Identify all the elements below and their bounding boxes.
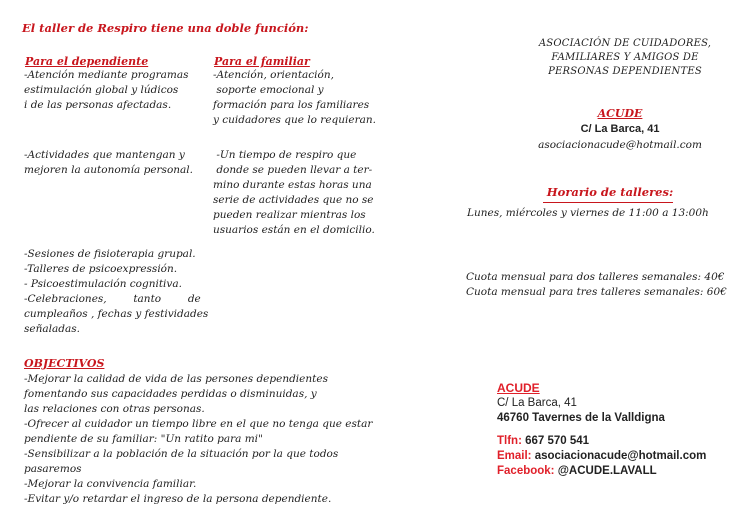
- text-line: mino durante estas horas una: [213, 179, 372, 191]
- text-line: -Mejorar la convivencia familiar.: [24, 478, 197, 490]
- text-line: usuarios están en el domicilio.: [213, 224, 375, 236]
- objetivos-list: [24, 372, 372, 507]
- association-name: [505, 37, 745, 79]
- cuota-tres: Cuota mensual para tres talleres semanales: 60€: [466, 286, 727, 298]
- horario-text: Lunes, miércoles y viernes de 11:00 a 13:00h: [467, 207, 709, 219]
- text-line: serie de actividades que no se: [213, 194, 374, 206]
- contact-phone-row: [497, 434, 706, 449]
- phone-label: Tlfn:: [497, 435, 522, 447]
- text-line: -Actividades que mantengan y: [24, 149, 185, 161]
- acude-title: ACUDE: [597, 107, 643, 120]
- text-line: -Celebraciones, tanto de: [24, 293, 201, 305]
- text-line: pendiente de su familiar: "Un ratito para mi": [24, 433, 263, 445]
- dependiente-item-2: [24, 148, 193, 178]
- contact-street: C/ La Barca, 41: [497, 397, 577, 409]
- facebook-value[interactable]: @ACUDE.LAVALL: [557, 465, 657, 477]
- dependiente-item-list: [24, 247, 208, 337]
- familiar-title: Para el familiar: [214, 55, 310, 68]
- phone-value[interactable]: 667 570 541: [525, 435, 590, 447]
- text-line: -Mejorar la calidad de vida de las persones dependientes: [24, 373, 328, 385]
- text-line: -Atención mediante programas: [24, 69, 189, 81]
- cuota-dos: Cuota mensual para dos talleres semanales: 40€: [466, 271, 725, 283]
- text-line: señaladas.: [24, 323, 80, 335]
- text-line: -Talleres de psicoexpressión.: [24, 263, 178, 275]
- contact-email-row: [497, 449, 706, 464]
- text-line: formación para los familiares: [213, 99, 370, 111]
- text-line: -Ofrecer al cuidador un tiempo libre en el que no tenga que estar: [24, 418, 373, 430]
- horario-title: Horario de talleres:: [546, 185, 674, 199]
- text-line: pasaremos: [24, 463, 82, 475]
- text-line: - Psicoestimulación cognitiva.: [24, 278, 182, 290]
- familiar-item-1: [213, 68, 376, 128]
- dependiente-title: Para el dependiente: [25, 55, 149, 68]
- text-line: fomentando sus capacidades perdidas o disminuidas, y: [24, 388, 317, 400]
- text-line: mejoren la autonomía personal.: [24, 164, 193, 176]
- text-line: donde se pueden llevar a ter-: [213, 164, 373, 176]
- dependiente-item-1: [24, 68, 189, 113]
- text-line: -Sensibilizar a la población de la situación por la que todos: [24, 448, 339, 460]
- email-value[interactable]: asociacionacude@hotmail.com: [534, 450, 707, 462]
- text-line: ASOCIACIÓN DE CUIDADORES,: [538, 38, 712, 49]
- text-line: pueden realizar mientras los: [213, 209, 366, 221]
- main-heading: El taller de Respiro tiene una doble función:: [22, 21, 309, 35]
- text-line: cumpleaños , fechas y festividades: [24, 308, 209, 320]
- text-line: i de las personas afectadas.: [24, 99, 172, 111]
- contact-city: 46760 Tavernes de la Valldigna: [497, 412, 665, 424]
- spacer: [497, 426, 706, 434]
- text-line: las relaciones con otras personas.: [24, 403, 205, 415]
- text-line: estimulación global y lúdicos: [24, 84, 179, 96]
- text-line: soporte emocional y: [213, 84, 324, 96]
- text-line: -Un tiempo de respiro que: [213, 149, 357, 161]
- contact-name: ACUDE: [497, 381, 540, 395]
- text-line: -Evitar y/o retardar el ingreso de la persona dependiente.: [24, 493, 332, 505]
- email[interactable]: asociacionacude@hotmail.com: [538, 139, 702, 151]
- text-line: -Atención, orientación,: [213, 69, 334, 81]
- contact-block: [497, 381, 706, 479]
- contact-facebook-row: [497, 464, 706, 479]
- text-line: PERSONAS DEPENDIENTES: [548, 66, 702, 77]
- facebook-label: Facebook:: [497, 465, 555, 477]
- address: C/ La Barca, 41: [580, 123, 660, 135]
- familiar-item-2: [213, 148, 375, 238]
- email-label: Email:: [497, 450, 532, 462]
- text-line: -Sesiones de fisioterapia grupal.: [24, 248, 196, 260]
- horario-underline: [543, 202, 673, 203]
- cuotas: [466, 270, 727, 300]
- text-line: y cuidadores que lo requieran.: [213, 114, 376, 126]
- text-line: FAMILIARES Y AMIGOS DE: [551, 52, 699, 63]
- objetivos-title: OBJECTIVOS: [24, 357, 105, 370]
